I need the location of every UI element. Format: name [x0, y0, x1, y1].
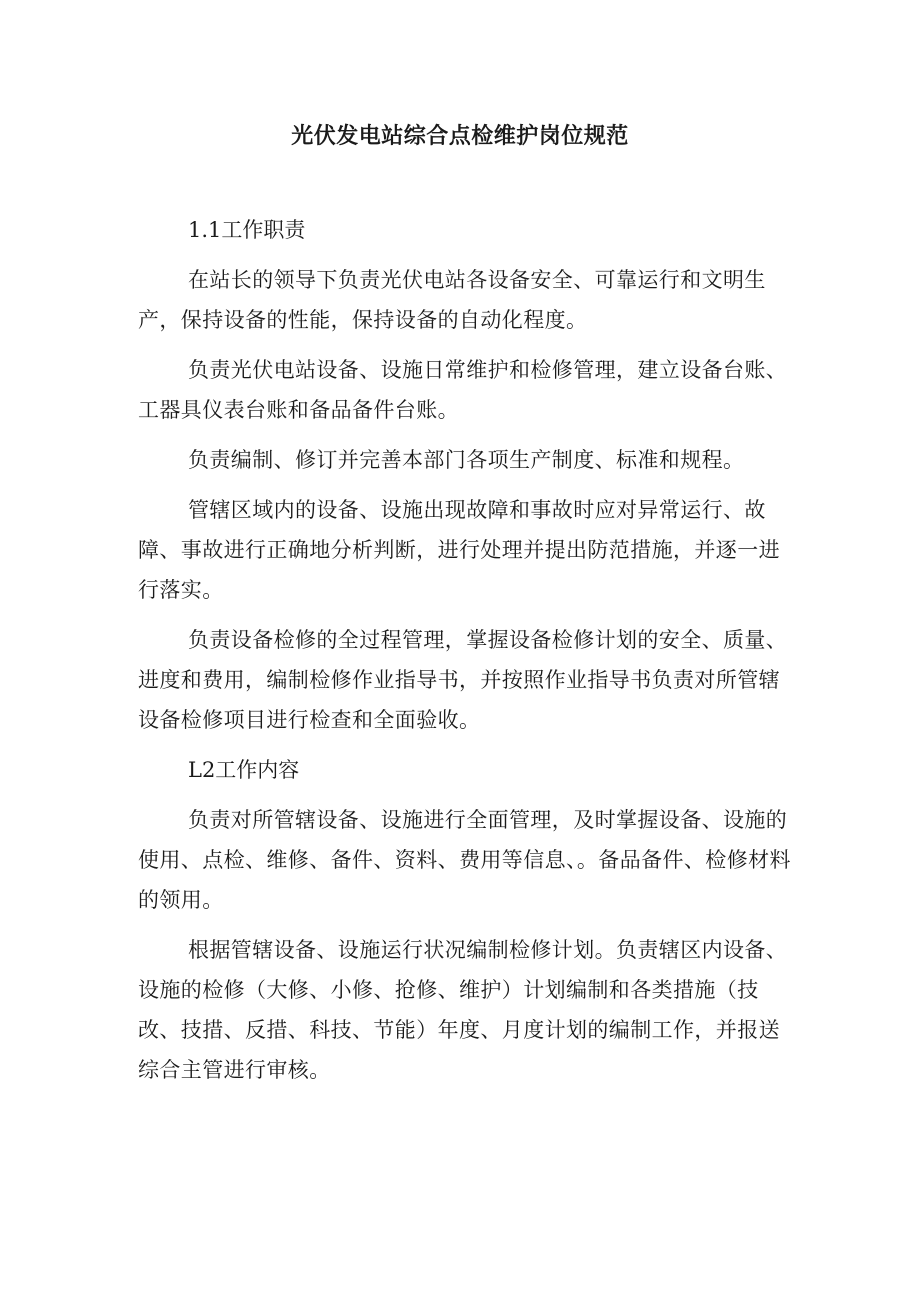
section-heading-content: L2工作内容	[188, 758, 300, 782]
paragraph: 根据管辖设备、设施运行状况编制检修计划。负责辖区内设备、设施的检修（大修、小修、抢修、维护）计划编制和各类措施（技改、技措、反措、科技、节能）年度、月度计划的编制工作，并报送综合主管进行审核。	[138, 938, 788, 1082]
document-title: 光伏发电站综合点检维护岗位规范	[291, 124, 629, 149]
document-body	[138, 210, 798, 1100]
section-heading-duties: 1.1工作职责	[188, 218, 306, 242]
paragraph: 在站长的领导下负责光伏电站各设备安全、可靠运行和文明生产，保持设备的性能，保持设备的自动化程度。	[138, 268, 766, 332]
paragraph: 负责编制、修订并完善本部门各项生产制度、标准和规程。	[188, 448, 745, 472]
paragraph: 管辖区域内的设备、设施出现故障和事故时应对异常运行、故障、事故进行正确地分析判断，进行处理并提出防范措施，并逐一进行落实。	[138, 498, 780, 602]
paragraph: 负责设备检修的全过程管理，掌握设备检修计划的安全、质量、进度和费用，编制检修作业指导书，并按照作业指导书负责对所管辖设备检修项目进行检查和全面验收。	[138, 628, 788, 732]
paragraph: 负责对所管辖设备、设施进行全面管理，及时掌握设备、设施的使用、点检、维修、备件、资料、费用等信息、。备品备件、检修材料的领用。	[138, 808, 791, 912]
paragraph: 负责光伏电站设备、设施日常维护和检修管理，建立设备台账、工器具仪表台账和备品备件台账。	[138, 358, 788, 422]
